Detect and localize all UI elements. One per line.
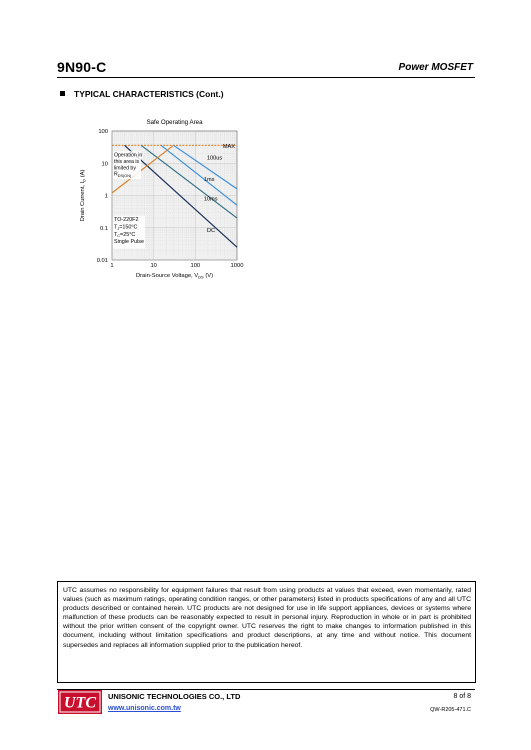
condition-junction-temp: $T_J=150^\circ C$ xyxy=(114,224,138,231)
y-tick-label: 1 xyxy=(104,193,108,200)
operation-note-line: this area is xyxy=(114,158,140,165)
disclaimer-text: UTC assumes no responsibility for equipment failures that result from using products at values that exceed, even momentarily, rated values (such as maximum ratings, operating condition ranges, or other parameters) listed in products specifications of any and all UTC products described or contained herein. UTC products are not designed for use in life support appliances, devices or systems where malfunction of these products can be reasonably expected to result in personal injury. Reproduction in whole or in part is prohibited without the prior written consent of the copyright owner. UTC reserves the right to make changes to information published in this document, including without limitation specifications and product descriptions, at any time and without notice. This document supersedes and replaces all information supplied prior to the publication hereof. xyxy=(63,587,471,649)
condition-package: TO-220F2 xyxy=(114,217,139,224)
series-label-100us: 100us xyxy=(206,155,223,162)
utc-logo-text: UTC xyxy=(64,694,96,712)
x-tick-label: 1000 xyxy=(230,263,244,269)
chart-title: Safe Operating Area xyxy=(146,119,203,126)
x-tick-label: 10 xyxy=(150,263,157,269)
disclaimer-box xyxy=(57,581,476,683)
safe-operating-area-chart xyxy=(70,112,255,282)
x-tick-label: 1 xyxy=(110,263,114,269)
x-tick-label: 100 xyxy=(190,263,201,269)
footer-divider xyxy=(57,689,475,690)
utc-logo xyxy=(58,690,102,714)
series-label-1ms: 1ms xyxy=(203,177,215,184)
header-divider xyxy=(57,77,475,78)
company-website-link[interactable]: www.unisonic.com.tw xyxy=(108,705,181,712)
series-label-10ms: 10ms xyxy=(203,196,218,203)
condition-case-temp: $T_C=25^\circ C$ xyxy=(114,231,136,239)
document-type: Power MOSFET xyxy=(398,62,473,73)
section-heading xyxy=(60,89,224,99)
operation-note-line: $R_{DS(ON)}$ xyxy=(114,171,132,178)
y-tick-label: 0.01 xyxy=(96,258,108,264)
page-number: 8 of 8 xyxy=(453,693,471,700)
condition-pulse: Single Pulse xyxy=(114,239,144,246)
series-label-max: MAX xyxy=(222,143,235,150)
operation-note-line: limited by xyxy=(114,165,136,172)
company-name: UNISONIC TECHNOLOGIES CO., LTD xyxy=(108,692,241,701)
x-axis-label: Drain-Source Voltage, $V_{DS}$ (V) xyxy=(135,273,214,280)
part-number: 9N90-C xyxy=(57,59,107,75)
square-bullet-icon xyxy=(60,91,65,96)
section-heading-text: TYPICAL CHARACTERISTICS (Cont.) xyxy=(74,89,224,99)
y-axis-label: Drain Current, $I_D$ (A) xyxy=(80,169,87,222)
y-tick-label: 10 xyxy=(101,161,108,168)
y-tick-label: 0.1 xyxy=(99,225,108,232)
operation-note-line: Operation in xyxy=(114,152,143,159)
y-tick-label: 100 xyxy=(98,129,108,135)
series-label-dc: DC xyxy=(206,228,216,235)
document-code: QW-R205-471.C xyxy=(430,707,471,713)
